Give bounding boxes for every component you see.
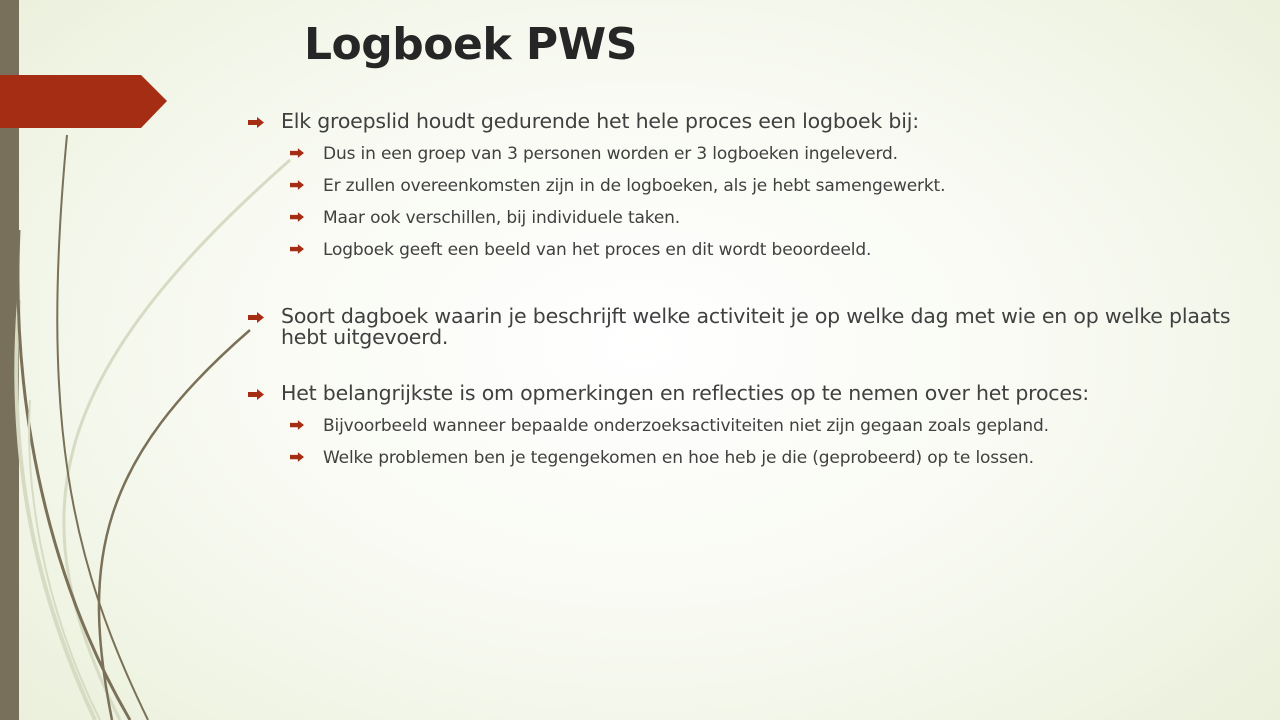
arrow-bullet-icon: [290, 420, 304, 430]
dark-stem: [57, 135, 148, 720]
slide-title: Logboek PWS: [304, 19, 637, 70]
bullet-2: Soort dagboek waarin je beschrijft welke activiteit je op welke dag met wie en op welke plaats hebt uitgevoerd.: [248, 306, 1248, 348]
arrow-bullet-icon: [290, 244, 304, 254]
arrow-bullet-icon: [248, 389, 264, 400]
content: [248, 111, 1248, 469]
bullet-1: Elk groepslid houdt gedurende het hele proces een logboek bij:: [248, 111, 1248, 132]
dark-stem: [18, 230, 130, 720]
sub-bullet: Er zullen overeenkomsten zijn in de logboeken, als je hebt samengewerkt.: [290, 175, 1248, 197]
arrow-bullet-icon: [290, 452, 304, 462]
bullet-3: Het belangrijkste is om opmerkingen en reflecties op te nemen over het proces:: [248, 383, 1248, 404]
arrow-bullet-icon: [248, 312, 264, 323]
arrow-bullet-icon: [290, 212, 304, 222]
accent-ribbon: [0, 0, 170, 130]
sub-bullet: Dus in een groep van 3 personen worden er 3 logboeken ingeleverd.: [290, 143, 1248, 165]
sub-bullet: Welke problemen ben je tegengekomen en hoe heb je die (geprobeerd) op te lossen.: [290, 447, 1248, 469]
arrow-bullet-icon: [290, 148, 304, 158]
sub-bullet: Logboek geeft een beeld van het proces en dit wordt beoordeeld.: [290, 239, 1248, 261]
light-stem: [16, 300, 95, 720]
sub-bullet: Bijvoorbeeld wanneer bepaalde onderzoeksactiviteiten niet zijn gegaan zoals gepland.: [290, 415, 1248, 437]
sub-bullet: Maar ook verschillen, bij individuele taken.: [290, 207, 1248, 229]
arrow-bullet-icon: [248, 117, 264, 128]
arrow-bullet-icon: [290, 180, 304, 190]
